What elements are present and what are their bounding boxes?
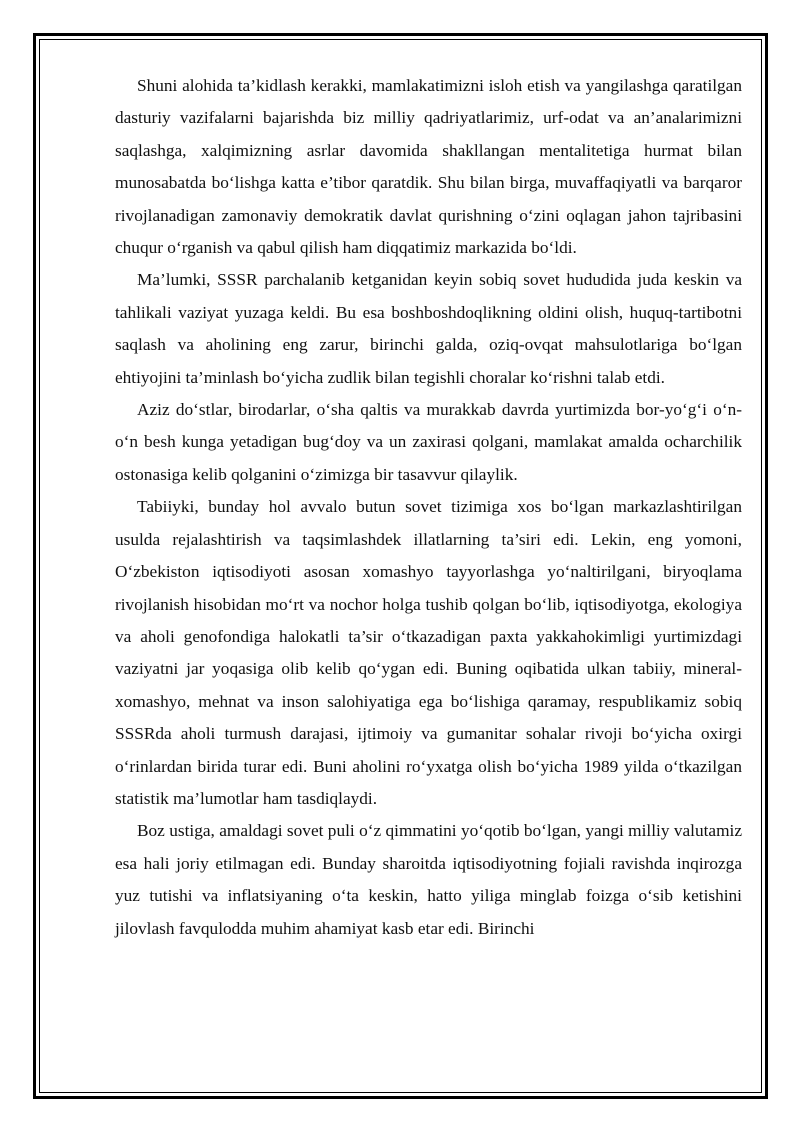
paragraph-5: Boz ustiga, amaldagi sovet puli o‘z qimmatini yo‘qotib bo‘lgan, yangi milliy valutamiz esa hali joriy etilmagan edi. Bunday sharoitda iqtisodiyotning fojiali ravishda inqirozga yuz tutishi va inflatsiyaning o‘ta keskin, hatto yiliga minglab foizga o‘sib ketishini jilovlash favqulodda muhim ahamiyat kasb etar edi. Birinchi bbox=[115, 821, 742, 938]
paragraph-4: Tabiiyki, bunday hol avvalo butun sovet tizimiga xos bo‘lgan markazlashtirilgan usulda rejalashtirish va taqsimlashdek illatlarning ta’siri edi. Lekin, eng yomoni, O‘zbekiston iqtisodiyoti asosan xomashyo tayyorlashga yo‘naltirilgani, biryoqlama rivojlanish hisobidan mo‘rt va nochor holga tushib qolgan bo‘lib, iqtisodiyotga, ekologiya va aholi genofondiga halokatli ta’sir o‘tkazadigan paxta yakkahokimligi yurtimizdagi vaziyatni jar yoqasiga olib kelib qo‘ygan edi. Buning oqibatida ulkan tabiiy, mineral-xomashyo, mehnat va inson salohiyatiga ega bo‘lishiga qaramay, respublikamiz sobiq SSSRda aholi turmush darajasi, ijtimoiy va gumanitar sohalar rivoji bo‘yicha oxirgi o‘rinlardan birida turar edi. Buni aholini ro‘yxatga olish bo‘yicha 1989 yilda o‘tkazilgan statistik ma’lumotlar ham tasdiqlaydi. bbox=[115, 497, 742, 808]
paragraph-1: Shuni alohida ta’kidlash kerakki, mamlakatimizni isloh etish va yangilashga qaratilgan dasturiy vazifalarni bajarishda biz milliy qadriyatlarimiz, urf-odat va an’analarimizni saqlashga, xalqimizning asrlar davomida shakllangan mentalitetiga hurmat bilan munosabatda bo‘lishga katta e’tibor qaratdik. Shu bilan birga, muvaffaqiyatli va barqaror rivojlanadigan zamonaviy demokratik davlat qurishning o‘zini oqlagan jahon tajribasini chuqur o‘rganish va qabul qilish ham diqqatimiz markazida bo‘ldi. bbox=[115, 76, 742, 258]
paragraph-2: Ma’lumki, SSSR parchalanib ketganidan keyin sobiq sovet hududida juda keskin va tahlikali vaziyat yuzaga keldi. Bu esa boshboshdoqlikning oldini olish, huquq-tartibotni saqlash va aholining eng zarur, birinchi galda, oziq-ovqat mahsulotlariga bo‘lgan ehtiyojini ta’minlash bo‘yicha zudlik bilan tegishli choralar ko‘rishni talab etdi. bbox=[115, 270, 742, 387]
paragraph-3: Aziz do‘stlar, birodarlar, o‘sha qaltis va murakkab davrda yurtimizda bor-yo‘g‘i o‘n-o‘n besh kunga yetadigan bug‘doy va un zaxirasi qolgani, mamlakat amalda ocharchilik ostonasiga kelib qolganini o‘zimizga bir tasavvur qilaylik. bbox=[115, 400, 742, 484]
document-body bbox=[115, 70, 742, 945]
